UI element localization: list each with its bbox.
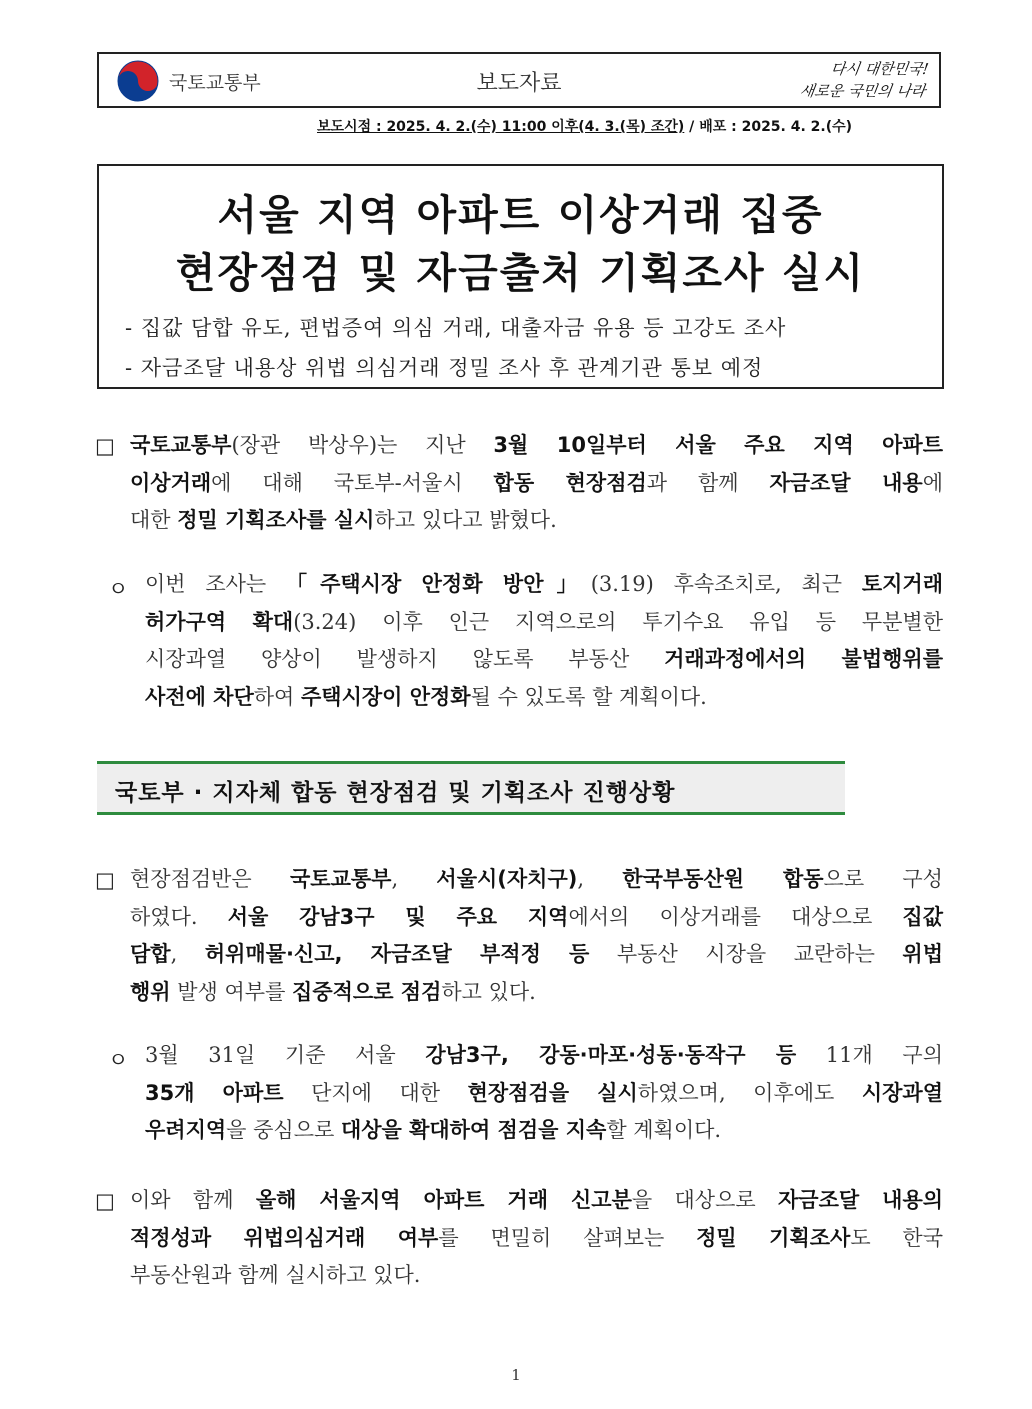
release-info [317,116,852,136]
subheadline-1: - 집값 담합 유도, 편법증여 의심 거래, 대출자금 유용 등 고강도 조사 [125,316,787,340]
release-separator: / [684,119,700,135]
paragraph-line: 현장점검반은 국토교통부, 서울시(자치구), 한국부동산원 합동으로 구성 [130,867,943,891]
paragraph-line: 국토교통부(장관 박상우)는 지난 3월 10일부터 서울 주요 지역 아파트 [130,433,943,457]
paragraph-line: 이와 함께 올해 서울지역 아파트 거래 신고분을 대상으로 자금조달 내용의 [130,1188,944,1212]
paragraph-line: 3월 31일 기준 서울 강남3구, 강동·마포·성동·동작구 등 11개 구의 [145,1043,943,1067]
paragraph-line: 우려지역을 중심으로 대상을 확대하여 점검을 지속할 계획이다. [145,1118,722,1142]
paragraph-2 [145,566,943,716]
slogan-line-2: 새로운 국민의 나라 [798,82,927,100]
square-bullet: □ [95,868,115,892]
square-bullet: □ [95,434,115,458]
paragraph-1 [130,427,943,540]
paragraph-line: 담합, 허위매물·신고, 자금조달 부적정 등 부동산 시장을 교란하는 위법 [130,942,943,966]
paragraph-line: 이번 조사는 「주택시장 안정화 방안」(3.19) 후속조치로, 최근 토지거래 [145,572,943,596]
paragraph-line: 부동산원과 함께 실시하고 있다. [130,1263,421,1287]
circle-bullet: ㅇ [108,577,129,601]
ministry-name: 국토교통부 [169,71,261,94]
paragraph-line: 하였다. 서울 강남3구 및 주요 지역에서의 이상거래를 대상으로 집값 [130,904,943,929]
square-bullet: □ [95,1189,115,1213]
paragraph-line: 행위 발생 여부를 집중적으로 점검하고 있다. [130,979,536,1004]
government-slogan [734,58,930,102]
section-heading [97,761,845,815]
paragraph-line: 이상거래에 대해 국토부-서울시 합동 현장점검과 함께 자금조달 내용에 [130,470,943,495]
paragraph-3 [130,861,943,1011]
paragraph-4 [145,1037,943,1150]
distribution-date: 배포 : 2025. 4. 2.(수) [699,119,853,135]
paragraph-line: 35개 아파트 단지에 대한 현장점검을 실시하였으며, 이후에도 시장과열 [145,1080,943,1105]
title-box [97,164,944,389]
headline-line-1: 서울 지역 아파트 이상거래 집중 [217,191,824,239]
embargo-time: 보도시점 : 2025. 4. 2.(수) 11:00 이후(4. 3.(목) 조간) [317,119,685,135]
paragraph-line: 시장과열 양상이 발생하지 않도록 부동산 거래과정에서의 불법행위를 [145,647,943,671]
headline-line-2: 현장점검 및 자금출처 기획조사 실시 [175,249,866,297]
document-header [97,52,941,108]
document-type: 보도자료 [476,71,562,96]
slogan-line-1: 다시 대한민국! [829,60,930,78]
subheadline-2: - 자금조달 내용상 위법 의심거래 정밀 조사 후 관계기관 통보 예정 [125,356,764,380]
paragraph-line: 대한 정밀 기획조사를 실시하고 있다고 밝혔다. [130,508,557,532]
paragraph-line: 사전에 차단하여 주택시장이 안정화될 수 있도록 할 계획이다. [145,684,707,709]
section-heading-text: 국토부 · 지자체 합동 현장점검 및 기획조사 진행상황 [115,780,676,806]
paragraph-line: 적정성과 위법의심거래 여부를 면밀히 살펴보는 정밀 기획조사도 한국 [130,1225,943,1250]
page-number: 1 [511,1366,521,1384]
paragraph-line: 허가구역 확대(3.24) 이후 인근 지역으로의 투기수요 유입 등 무분별한 [145,609,943,634]
circle-bullet: ㅇ [108,1048,129,1072]
paragraph-5 [130,1182,943,1295]
